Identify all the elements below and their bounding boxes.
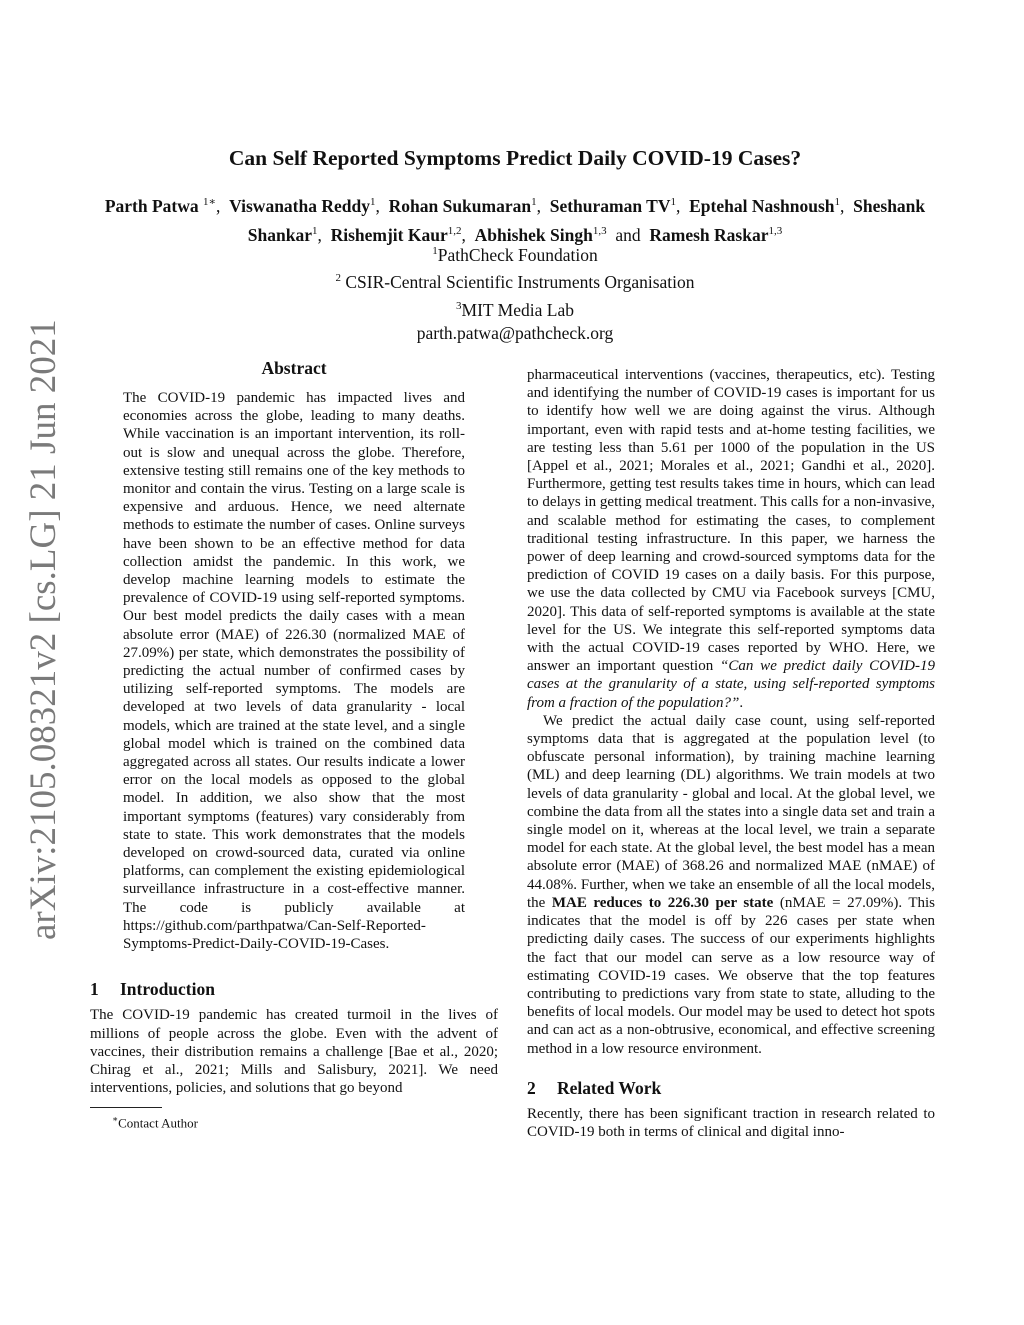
footnote-divider — [90, 1107, 162, 1108]
author-affil-mark: 1 — [670, 196, 676, 208]
section-number: 2 — [527, 1077, 536, 1098]
paragraph-text: . — [739, 694, 744, 711]
arxiv-identifier[interactable]: arXiv:2105.08321v2 [cs.LG] 21 Jun 2021 — [23, 319, 64, 940]
paragraph-text: We predict the actual daily case count, using self-reported symptoms data that is aggregated at the population level (to obfuscate personal information), by training machine learning (ML) and deep learning (DL) algorithms. We train models at two levels of data granularity - global and local. At the global level, we combine the data from all the states into a single data set and train a single model on it, whereas at the local level, we train a separate model for each state. At the global level, the best model has a mean absolute error (MAE) of 368.26 and normalized MAE (nMAE) of 44.08%. Further, when we take an ensemble of all the local models, the — [527, 712, 935, 911]
section-number: 1 — [90, 979, 99, 1000]
affil-mark: 3 — [456, 299, 462, 312]
affiliation-line — [90, 240, 940, 267]
intro-paragraph-continued — [527, 366, 935, 712]
affil-mark: 1 — [432, 245, 438, 257]
affiliation-line — [90, 295, 940, 322]
intro-paragraph — [527, 712, 935, 1058]
footnote-text: Contact Author — [118, 1115, 198, 1131]
left-column — [90, 358, 498, 1132]
abstract-text: The COVID-19 pandemic has impacted lives and economies across the globe, leading to many deaths. While vaccination is an important intervention, its roll-out is slow and unequal across the globe. Therefore, extensive testing still remains one of the key methods to monitor and contain the virus. Testing on a large scale is expensive and arduous. Hence, we need alternate methods to estimate the number of cases. Online surveys have been shown to be an effective method for data collection amidst the pandemic. In this work, we develop machine learning models to estimate the prevalence of COVID-19 using self-reported symptoms. Our best model predicts the daily cases with a mean absolute error (MAE) of 226.30 (normalized MAE of 27.09%) per state, which demonstrates the possibility of predicting the actual number of confirmed cases by utilizing self-reported symptoms. The models are developed at two levels of data granularity - local models, which are trained at the state level, and a single global model which is trained on the combined data aggregated across all states. Our results indicate a lower error on the local models as opposed to the global model. In addition, we also show that the most important symptoms (features) vary considerably from state to state. This work demonstrates that the models developed on crowd-sourced data, curated via online platforms, can complement the existing epidemiological surveillance infrastructure in a cost-effective manner. The code is publicly available at https://github.com/parthpatwa/Can-Self-Reported-Symptoms-Predict-Daily-COVID-19-Cases. — [123, 390, 465, 953]
author: Eptehal Nashnoush — [689, 195, 835, 216]
affil-mark: 2 — [335, 272, 341, 285]
author-affil-mark: 1∗ — [203, 196, 217, 208]
key-result: MAE reduces to 226.30 per state — [551, 894, 774, 911]
affiliation: MIT Media Lab — [461, 299, 574, 320]
section-title: Introduction — [120, 979, 215, 1000]
abstract-heading: Abstract — [261, 358, 327, 378]
footnote — [112, 1111, 498, 1131]
author: Rishemjit Kaur — [330, 224, 448, 245]
author: Viswanatha Reddy — [229, 195, 370, 216]
author-affil-mark: 1,3 — [592, 224, 607, 237]
affiliation: CSIR-Central Scientific Instruments Organisation — [345, 272, 695, 293]
section-heading-related-work — [527, 1078, 935, 1099]
right-column — [527, 366, 935, 1141]
author: Rohan Sukumaran — [388, 195, 532, 216]
paper-title: Can Self Reported Symptoms Predict Daily COVID-19 Cases? — [228, 146, 802, 170]
affiliations — [90, 240, 940, 345]
author: Sheshank Shankar — [247, 195, 926, 245]
author: Parth Patwa — [104, 195, 199, 216]
author: Abhishek Singh — [474, 224, 593, 245]
introduction-text: The COVID-19 pandemic has created turmoil in the lives of millions of people across the globe. Even with the advent of vaccines, their distribution remains a challenge [Bae et al., 2020; Chirag et al., 2021; Mills and Salisbury, 2021]. We need interventions, policies, and solutions that go beyond — [90, 1007, 498, 1097]
author-affil-mark: 1,2 — [447, 224, 462, 237]
author-affil-mark: 1,3 — [768, 224, 783, 237]
author-affil-mark: 1 — [311, 224, 318, 237]
affiliation-line — [90, 267, 940, 294]
section-heading-introduction — [90, 979, 498, 1000]
author-list: Parth Patwa $^{1∗}$, Viswanatha Reddy$^1$, Rohan Sukumaran$^1$, Sethuraman $TV^1$, Eptehal Nashnoush$^1$, Sheshank Shankar$^1$, Rishemjit Kaur$^{1,2}$, Abhishek Singh$^{1,3}$ and Ramesh Raskar$^{1,3}$ — [104, 195, 926, 245]
research-question: “Can we predict daily COVID-19 cases at the granularity of a state, using self-reported symptoms from a fraction of the population?” — [527, 658, 936, 711]
paragraph-text: (nMAE = 27.09%). This indicates that the model is off by 226 cases per state when predicting daily cases. The success of our experiments highlights the fact that our model can serve as a low resource way of estimating COVID-19 cases. We observe that the top features contributing to predictions vary from state to state, alluding to the benefits of local models. Our model may be used to detect hot spots and can act as a non-obtrusive, economical, and effective screening method in a low resource environment. — [527, 894, 935, 1057]
author-affil-mark: 1 — [834, 196, 841, 208]
affiliation: PathCheck Foundation — [437, 244, 598, 265]
footnote-mark: ∗ — [112, 1114, 119, 1125]
contact-email[interactable]: parth.patwa@pathcheck.org — [416, 322, 614, 343]
author: Ramesh Raskar — [649, 224, 769, 245]
related-work-text: Recently, there has been significant traction in research related to COVID-19 both in terms of clinical and digital inno- — [527, 1105, 935, 1140]
paragraph-text: pharmaceutical interventions (vaccines, therapeutics, etc). Testing and identifying the number of COVID-19 cases is important for us to identify how well we are doing against the virus. Although important, even with rapid tests and at-home testing facilities, we are testing less than 5.61 per 1000 of the population in the US [Appel et al., 2021; Morales et al., 2021; Gandhi et al., 2020]. Furthermore, getting test results takes time in hours, which can lead to delays in getting medical treatment. This calls for a non-invasive, and scalable method for estimating the cases, to complement traditional testing infrastructure. In this paper, we harness the power of deep learning and crowd-sourced symptoms data for the prediction of COVID 19 cases on a daily basis. For this purpose, we use the data collected by CMU via Facebook surveys [CMU, 2020]. This data of self-reported symptoms is available at the state level for the US. We integrate this self-reported symptoms data with the actual COVID-19 cases reported by WHO. Here, we answer an important question — [527, 367, 935, 675]
section-title: Related Work — [557, 1077, 662, 1098]
author-conjunction: and — [615, 224, 641, 245]
author-affil-mark: 1 — [531, 196, 537, 208]
author-affil-mark: 1 — [369, 196, 376, 208]
author: Sethuraman TV — [549, 195, 671, 216]
